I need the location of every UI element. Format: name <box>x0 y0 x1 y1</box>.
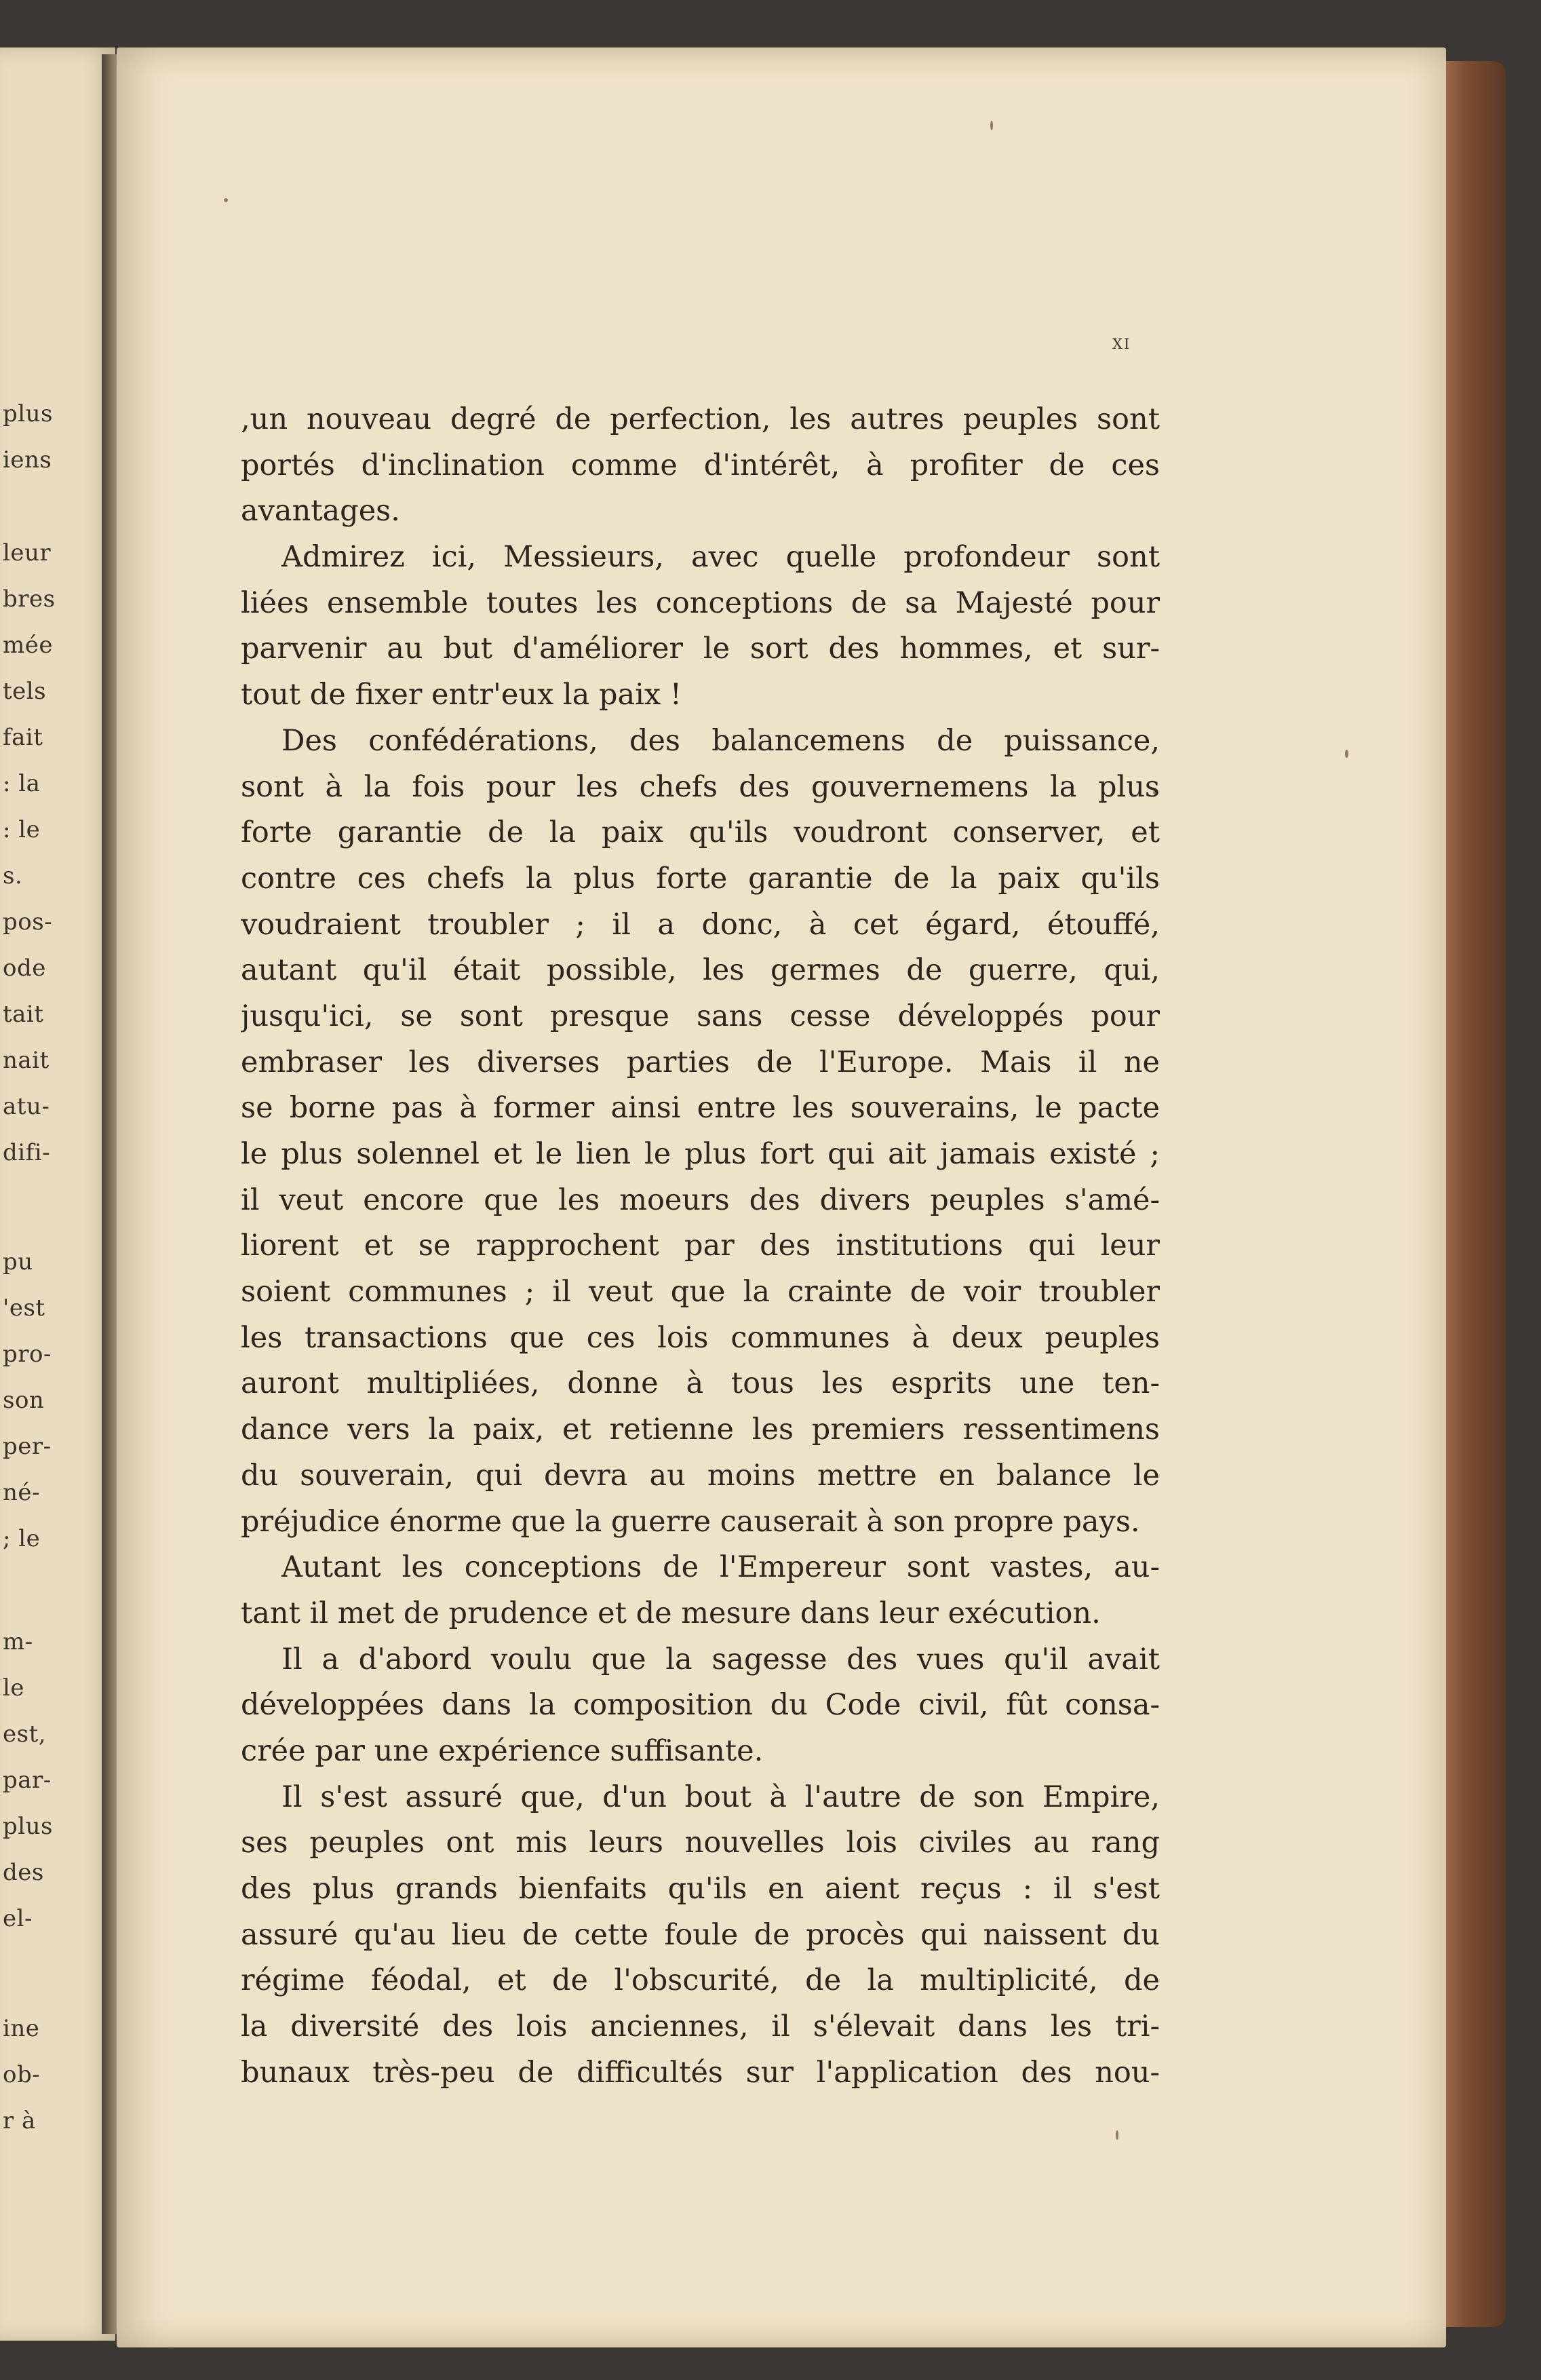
left-fragment: m- <box>3 1628 33 1655</box>
left-fragment: est, <box>3 1721 47 1748</box>
text-line: jusqu'ici, se sont presque sans cesse développés pour <box>241 999 1160 1033</box>
text-line: liorent et se rapprochent par des institutions qui leur <box>241 1229 1160 1263</box>
text-line: forte garantie de la paix qu'ils voudront conserver, et <box>241 815 1160 850</box>
left-fragment: ob- <box>3 2061 41 2088</box>
left-fragment: plus <box>3 1813 53 1840</box>
left-fragment: tait <box>3 1001 44 1028</box>
text-line: autant qu'il était possible, les germes de guerre, qui, <box>241 953 1160 988</box>
text-line: des plus grands bienfaits qu'ils en aient reçus : il s'est <box>241 1872 1160 1906</box>
text-line: soient communes ; il veut que la crainte de voir troubler <box>241 1275 1160 1309</box>
paragraph-start: Il a d'abord voulu que la sagesse des vues qu'il avait <box>281 1642 1160 1676</box>
body-text <box>241 397 1160 2096</box>
text-line: le plus solennel et le lien le plus fort qui ait jamais existé ; <box>241 1137 1160 1171</box>
text-line: voudraient troubler ; il a donc, à cet égard, étouffé, <box>241 907 1160 942</box>
text-line: embraser les diverses parties de l'Europe. Mais il ne <box>241 1045 1160 1079</box>
text-line: dance vers la paix, et retienne les premiers ressentimens <box>241 1413 1160 1447</box>
text-line: la diversité des lois anciennes, il s'élevait dans les tri- <box>241 2010 1160 2044</box>
left-fragment: el- <box>3 1905 33 1932</box>
left-page-edge <box>0 47 115 2341</box>
text-line: ,un nouveau degré de perfection, les autres peuples sont <box>241 402 1160 436</box>
paper-speck <box>990 121 993 130</box>
paragraph-start: Il s'est assuré que, d'un bout à l'autre de son Empire, <box>281 1780 1160 1814</box>
left-fragment: per- <box>3 1433 52 1460</box>
text-line: préjudice énorme que la guerre causerait à son propre pays. <box>241 1504 1140 1539</box>
left-fragment: leur <box>3 539 52 567</box>
text-line: tout de fixer entr'eux la paix ! <box>241 678 682 712</box>
left-fragment: : le <box>3 816 41 843</box>
text-line: avantages. <box>241 494 400 529</box>
left-fragment: : la <box>3 770 41 797</box>
left-fragment: pu <box>3 1248 33 1275</box>
paper-speck <box>224 198 228 202</box>
paper-speck <box>1116 2130 1118 2140</box>
left-fragment: 'est <box>3 1294 45 1322</box>
text-line: régime féodal, et de l'obscurité, de la multiplicité, de <box>241 1963 1160 1998</box>
text-line: auront multipliées, donne à tous les esprits une ten- <box>241 1366 1160 1401</box>
left-fragment: difi- <box>3 1139 51 1166</box>
left-fragment: le <box>3 1674 24 1702</box>
left-fragment: ode <box>3 955 46 982</box>
left-fragment: s. <box>3 862 23 889</box>
text-line: sont à la fois pour les chefs des gouvernemens la plus <box>241 769 1160 804</box>
paragraph-start: Des confédérations, des balancemens de puissance, <box>281 723 1160 758</box>
text-line: bunaux très-peu de difficultés sur l'application des nou- <box>241 2055 1160 2090</box>
text-line: tant il met de prudence et de mesure dans leur exécution. <box>241 1596 1101 1630</box>
text-line: crée par une expérience suffisante. <box>241 1733 764 1768</box>
left-page-fragments <box>0 47 114 2341</box>
paper-speck <box>1345 750 1348 758</box>
left-fragment: plus <box>3 400 53 427</box>
left-fragment: nait <box>3 1047 50 1074</box>
left-fragment: né- <box>3 1479 41 1506</box>
text-line: il veut encore que les moeurs des divers peuples s'amé- <box>241 1183 1160 1217</box>
left-fragment: fait <box>3 724 43 751</box>
left-fragment: ; le <box>3 1525 41 1552</box>
paragraph-start: Admirez ici, Messieurs, avec quelle profondeur sont <box>281 540 1160 575</box>
left-fragment: tels <box>3 678 47 705</box>
paragraph-start: Autant les conceptions de l'Empereur sont vastes, au- <box>281 1550 1160 1585</box>
text-line: parvenir au but d'améliorer le sort des hommes, et sur- <box>241 632 1160 666</box>
text-line: assuré qu'au lieu de cette foule de procès qui naissent du <box>241 1917 1160 1952</box>
text-line: les transactions que ces lois communes à deux peuples <box>241 1320 1160 1355</box>
left-fragment: par- <box>3 1767 52 1794</box>
left-fragment: atu- <box>3 1093 50 1120</box>
left-fragment: pro- <box>3 1341 52 1368</box>
left-fragment: iens <box>3 446 52 474</box>
left-fragment: pos- <box>3 908 53 936</box>
text-line: développées dans la composition du Code civil, fût consa- <box>241 1688 1160 1723</box>
left-fragment: bres <box>3 586 56 613</box>
text-line: liées ensemble toutes les conceptions de sa Majesté pour <box>241 586 1160 620</box>
left-fragment: ine <box>3 2015 40 2042</box>
text-line: se borne pas à former ainsi entre les souverains, le pacte <box>241 1091 1160 1126</box>
left-fragment: mée <box>3 632 53 659</box>
text-line: portés d'inclination comme d'intérêt, à profiter de ces <box>241 448 1160 482</box>
page-number: xi <box>1112 330 1131 354</box>
text-line: contre ces chefs la plus forte garantie de la paix qu'ils <box>241 861 1160 896</box>
left-fragment: son <box>3 1387 45 1414</box>
text-line: du souverain, qui devra au moins mettre en balance le <box>241 1458 1160 1493</box>
left-fragment: r à <box>3 2107 36 2134</box>
text-line: ses peuples ont mis leurs nouvelles lois civiles au rang <box>241 1826 1160 1860</box>
left-fragment: des <box>3 1859 44 1886</box>
